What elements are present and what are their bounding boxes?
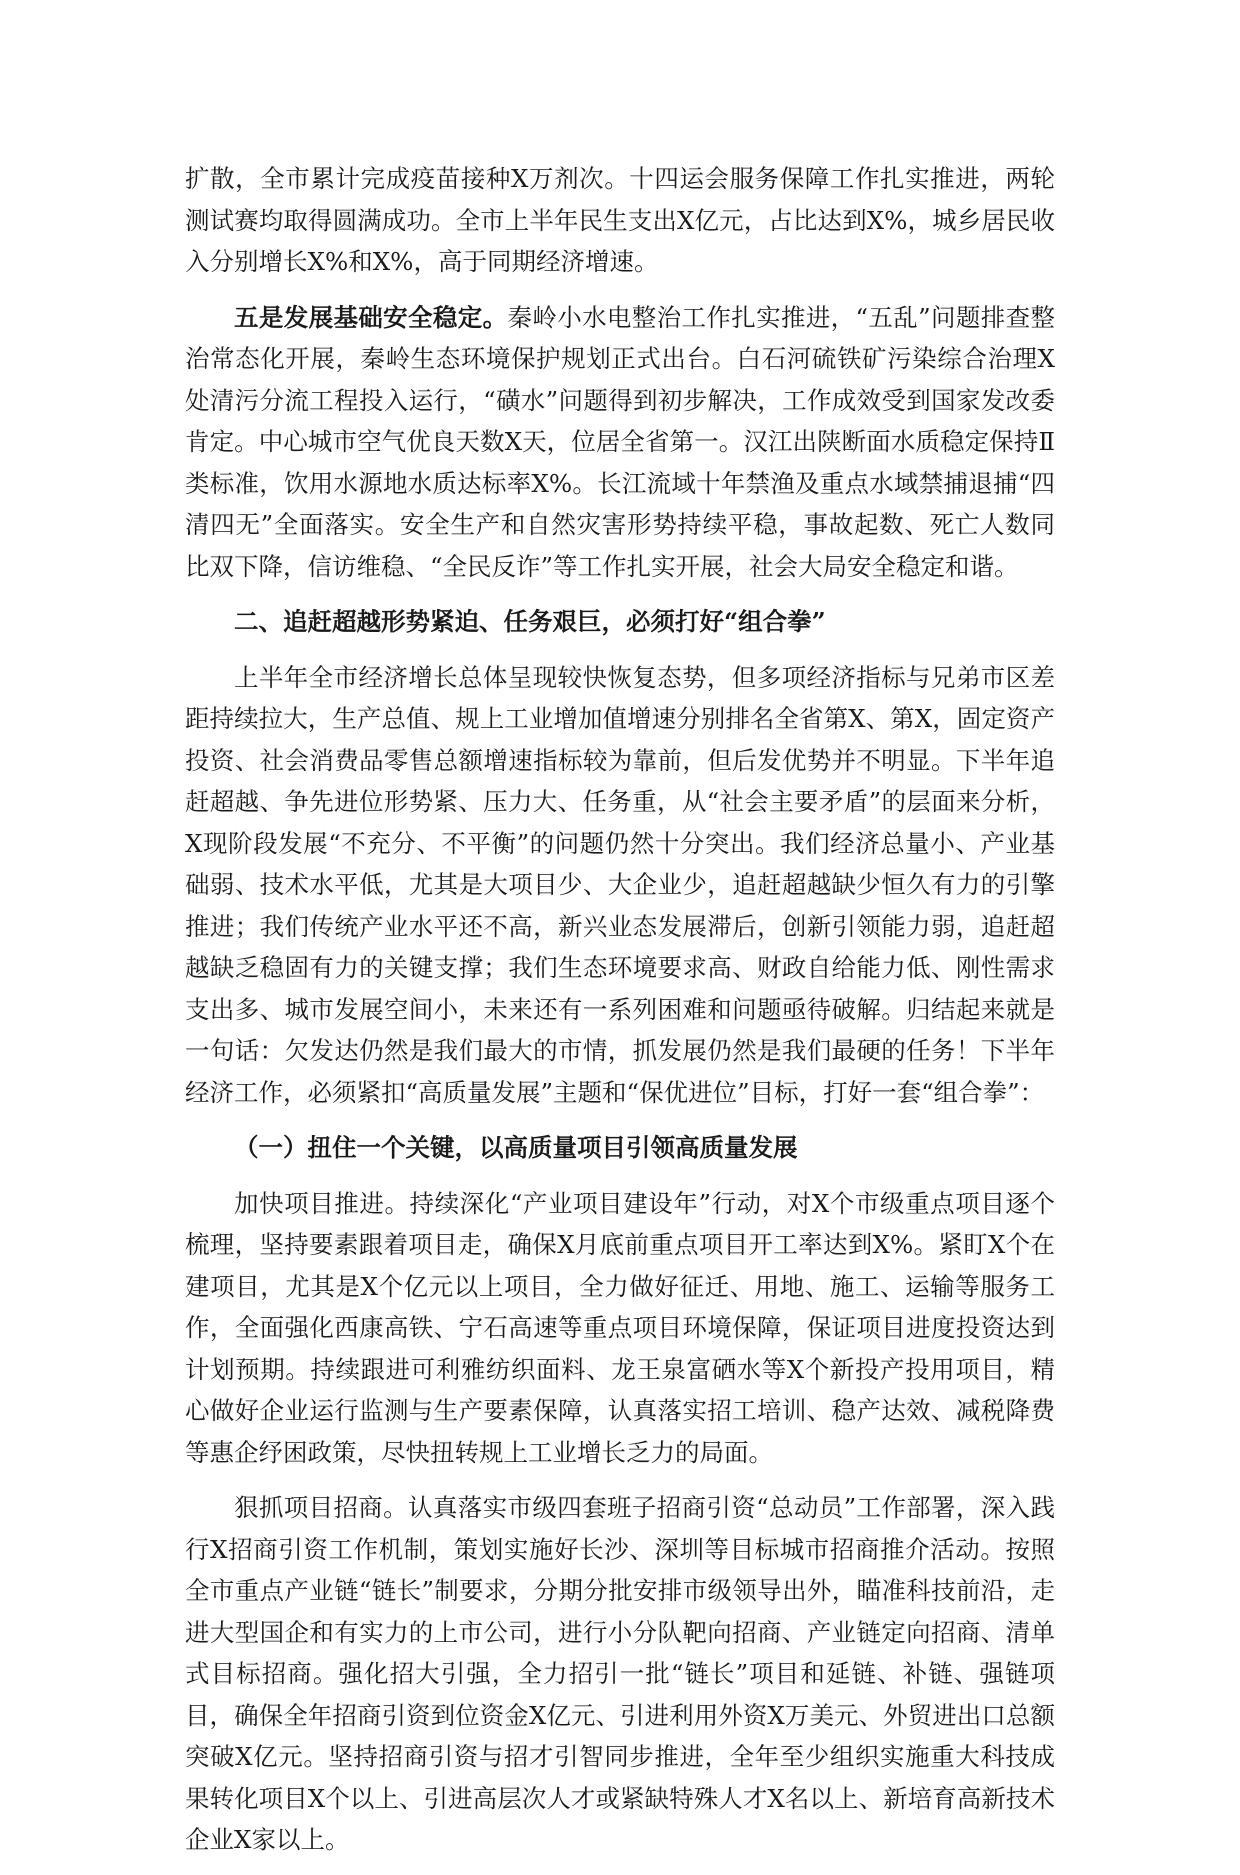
document-page [185, 158, 1055, 1875]
paragraph-project-investment: 狠抓项目招商。认真落实市级四套班子招商引资“总动员”工作部署，深入践行X招商引资工作机制，策划实施好长沙、深圳等目标城市招商推介活动。按照全市重点产业链“链长”制要求，分期分批安排市级领导出外，瞄准科技前沿，走进大型国企和有实力的上市公司，进行小分队靶向招商、产业链定向招商、清单式目标招商。强化招大引强，全力招引一批“链长”项目和延链、补链、强链项目，确保全年招商引资到位资金X亿元、引进利用外资X万美元、外贸进出口总额突破X亿元。坚持招商引资与招才引智同步推进，全年至少组织实施重大科技成果转化项目X个以上、引进高层次人才或紧缺特殊人才X名以上、新培育高新技术企业X家以上。 [185, 1493, 1055, 1854]
paragraph-situation-analysis: 上半年全市经济增长总体呈现较快恢复态势，但多项经济指标与兄弟市区差距持续拉大，生产总值、规上工业增加值增速分别排名全省第X、第X，固定资产投资、社会消费品零售总额增速指标较为靠前，但后发优势并不明显。下半年追赶超越、争先进位形势紧、压力大、任务重，从“社会主要矛盾”的层面来分析，X现阶段发展“不充分、不平衡”的问题仍然十分突出。我们经济总量小、产业基础弱、技术水平低，尤其是大项目少、大企业少，追赶超越缺少恒久有力的引擎推进；我们传统产业水平还不高，新兴业态发展滞后，创新引领能力弱，追赶超越缺乏稳固有力的关键支撑；我们生态环境要求高、财政自给能力低、刚性需求支出多、城市发展空间小，未来还有一系列困难和问题亟待破解。归结起来就是一句话：欠发达仍然是我们最大的市情，抓发展仍然是我们最硬的任务！下半年经济工作，必须紧扣“高质量发展”主题和“保优进位”目标，打好一套“组合拳”： [185, 662, 1055, 1107]
paragraph-development-foundation [185, 297, 1055, 588]
paragraph-lead-text: 五是发展基础安全稳定。 [234, 302, 508, 332]
paragraph-project-promotion: 加快项目推进。持续深化“产业项目建设年”行动，对X个市级重点项目逐个梳理，坚持要素跟着项目走，确保X月底前重点项目开工率达到X%。紧盯X个在建项目，尤其是X个亿元以上项目，全力做好征迁、用地、施工、运输等服务工作，全面强化西康高铁、宁石高速等重点项目环境保障，保证项目进度投资达到计划预期。持续跟进可利雅纺织面料、龙王泉富硒水等X个新投产投用项目，精心做好企业运行监测与生产要素保障，认真落实招工培训、稳产达效、减税降费等惠企纾困政策，尽快扭转规上工业增长乏力的局面。 [185, 1188, 1055, 1467]
paragraph-body-text: 秦岭小水电整治工作扎实推进，“五乱”问题排查整治常态化开展，秦岭生态环境保护规划正式出台。白石河硫铁矿污染综合治理X处清污分流工程投入运行，“磺水”问题得到初步解决，工作成效受到国家发改委肯定。中心城市空气优良天数X天，位居全省第一。汉江出陕断面水质稳定保持Ⅱ类标准，饮用水源地水质达标率X%。长江流域十年禁渔及重点水域禁捕退捕“四清四无”全面落实。安全生产和自然灾害形势持续平稳，事故起数、死亡人数同比双下降，信访维稳、“全民反诈”等工作扎实开展，社会大局安全稳定和谐。 [185, 302, 1055, 581]
paragraph-continuation: 扩散，全市累计完成疫苗接种X万剂次。十四运会服务保障工作扎实推进，两轮测试赛均取得圆满成功。全市上半年民生支出X亿元，占比达到X%，城乡居民收入分别增长X%和X%，高于同期经济增速。 [185, 164, 1055, 276]
subsection-heading-1: （一）扭住一个关键，以高质量项目引领高质量发展 [234, 1133, 798, 1162]
section-heading-2: 二、追赶超越形势紧迫、任务艰巨，必须打好“组合拳” [234, 607, 826, 636]
